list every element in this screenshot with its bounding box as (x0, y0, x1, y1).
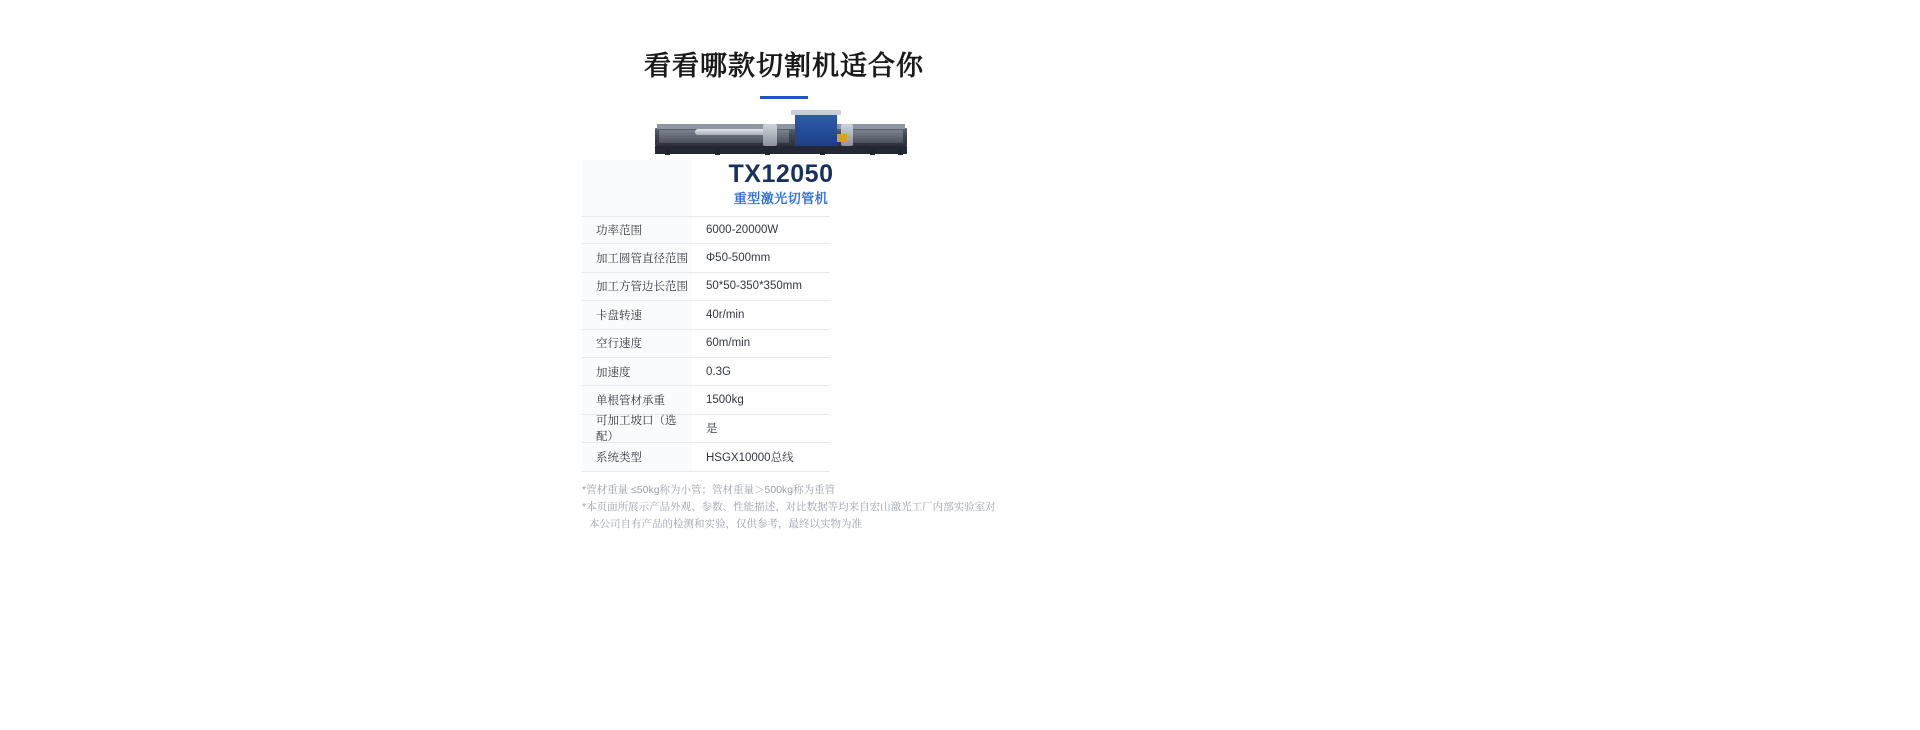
machine-bed-right (845, 130, 903, 143)
spec-row (582, 301, 830, 329)
footnote-1: *管材重量 ≤50kg称为小管；管材重量＞500kg称为重管 (582, 484, 836, 496)
spec-value: 60m/min (706, 337, 751, 350)
spec-value: 6000-20000W (706, 224, 779, 237)
spec-key: 单根管材承重 (582, 386, 692, 413)
spec-table (582, 216, 830, 472)
spec-row (582, 386, 830, 414)
spec-value: 是 (706, 423, 718, 436)
spec-row (582, 443, 830, 471)
footnote-3: 本公司自有产品的检测和实验，仅供参考，最终以实物为准 (589, 518, 862, 530)
product-subtitle: 重型激光切管机 (733, 191, 829, 206)
machine-cabinet-top (791, 110, 841, 115)
spec-row (582, 358, 830, 386)
machine-leg (898, 150, 903, 155)
spec-key: 空行速度 (582, 330, 692, 357)
spec-key: 可加工坡口（选配） (582, 415, 692, 442)
title-underline (760, 96, 808, 99)
spec-row (582, 330, 830, 358)
machine-chuck-front (763, 124, 777, 146)
machine-illustration (655, 110, 907, 155)
machine-accent-block (837, 134, 847, 142)
page-title: 看看哪款切割机适合你 (644, 51, 924, 81)
machine-leg (665, 150, 670, 155)
spec-key: 功率范围 (582, 217, 692, 243)
spec-value: 0.3G (706, 365, 731, 378)
footnote-2: *本页面所展示产品外观、参数、性能描述、对比数据等均来自宏山激光工厂内部实验室对 (582, 501, 996, 513)
spec-value: HSGX10000总线 (706, 451, 794, 464)
spec-row (582, 273, 830, 301)
spec-key: 加工圆管直径范围 (582, 244, 692, 271)
spec-value: Φ50-500mm (706, 252, 771, 265)
machine-leg (870, 150, 875, 155)
spec-key: 加工方管边长范围 (582, 273, 692, 300)
spec-row (582, 244, 830, 272)
spec-key: 系统类型 (582, 443, 692, 470)
machine-leg (820, 150, 825, 155)
spec-value: 1500kg (706, 394, 744, 407)
machine-leg (765, 150, 770, 155)
spec-value: 40r/min (706, 308, 745, 321)
product-model: TX12050 (728, 160, 834, 188)
spec-row (582, 216, 830, 244)
machine-rail-top (657, 124, 905, 129)
spec-row (582, 415, 830, 443)
machine-cabinet (795, 112, 837, 146)
footnotes (582, 482, 1002, 533)
spec-key: 卡盘转速 (582, 301, 692, 328)
spec-key: 加速度 (582, 358, 692, 385)
machine-leg (715, 150, 720, 155)
spec-value: 50*50-350*350mm (706, 280, 802, 293)
